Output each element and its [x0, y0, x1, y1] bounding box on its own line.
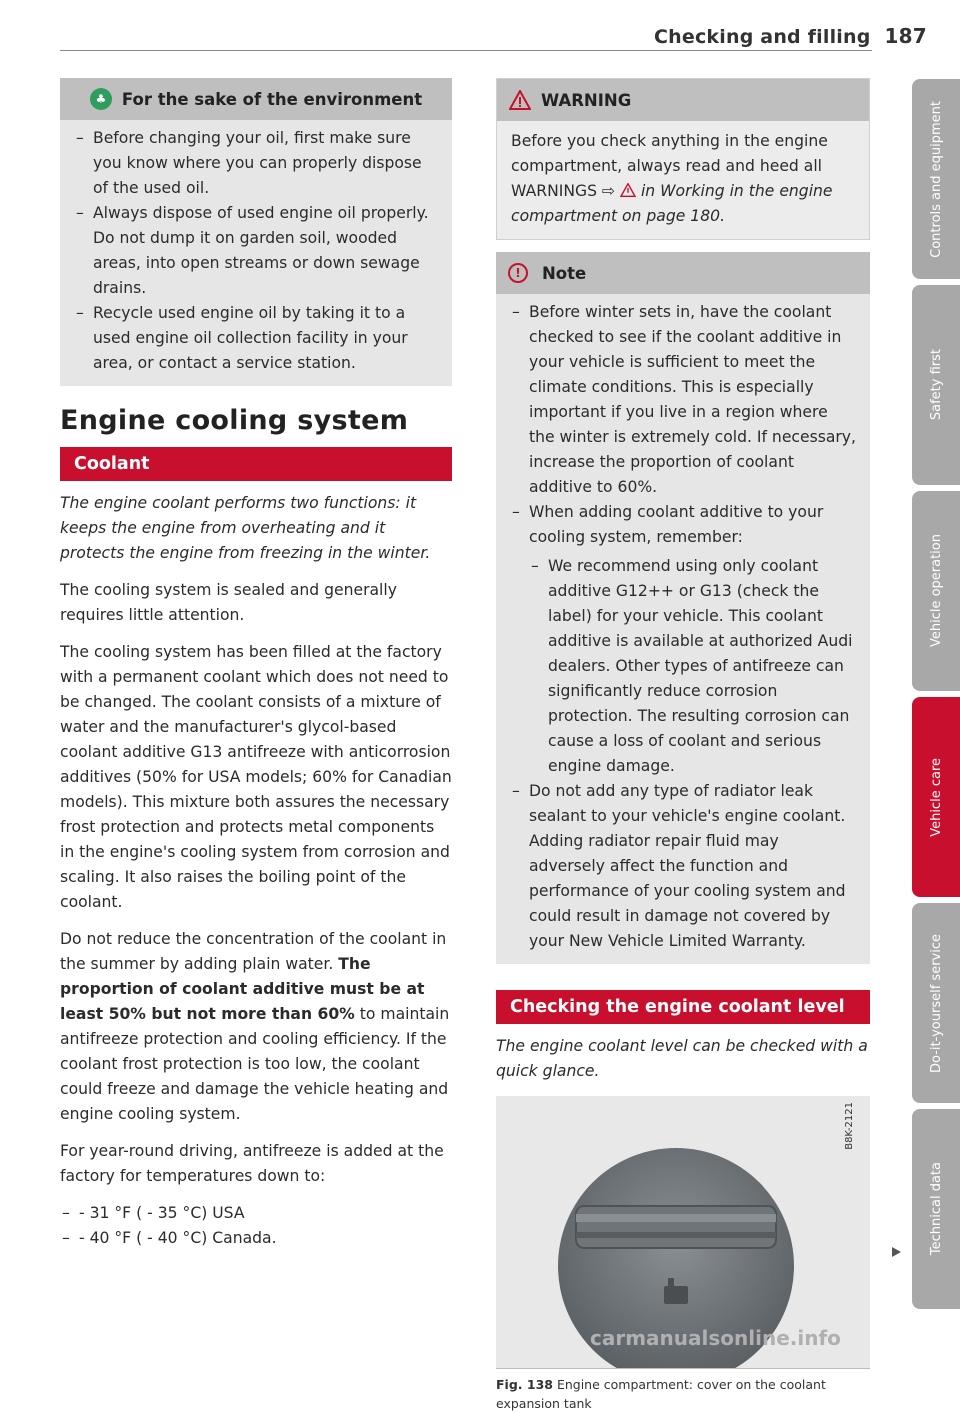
tab-technical-data[interactable] — [912, 1109, 960, 1309]
list-item: – Do not add any type of radiator leak sealant to your vehicle's engine coolant. Adding radiator repair fluid may adversely affect the function and performance of your cooling system and could result in damage not covered by your New Vehicle Limited Warranty. — [510, 779, 856, 954]
check-level-intro: The engine coolant level can be checked with a quick glance. — [496, 1037, 868, 1080]
text-span: to maintain antifreeze protection and cooling efficiency. If the coolant frost protection is too low, the coolant could freeze and damage the vehicle heating and engine cooling system. — [60, 1005, 450, 1123]
note-heading — [496, 252, 870, 294]
note-icon: ! — [508, 263, 528, 283]
tab-controls-and-equipment[interactable] — [912, 79, 960, 279]
warning-icon — [509, 90, 531, 110]
warning-text: Before you check anything in the engine compartment, always read and heed all WARNINGS ⇨ — [511, 132, 828, 200]
tab-label: Do-it-yourself service — [928, 933, 944, 1073]
tab-vehicle-operation[interactable] — [912, 491, 960, 691]
tab-label: Technical data — [928, 1162, 944, 1256]
text-span: When adding coolant additive to your cooling system, remember: — [529, 503, 824, 546]
tab-label: Controls and equipment — [928, 100, 944, 258]
warning-link-text[interactable]: in Working in the engine compartment on page 180. — [511, 182, 833, 225]
tab-vehicle-care[interactable] — [912, 697, 960, 897]
right-column — [496, 78, 870, 1413]
environment-list — [74, 126, 438, 376]
bold-text: The proportion of coolant additive must be at least 50% but not more than 60% — [60, 955, 425, 1023]
note-list — [510, 300, 856, 954]
list-item: – Before winter sets in, have the coolant checked to see if the coolant additive in your vehicle is sufficient to meet the climate conditions. This is especially important if you live in a region where the winter is extremely cold. If necessary, increase the proportion of coolant additive to 60%. — [510, 300, 856, 500]
chapter-tabs — [912, 79, 960, 1315]
left-column — [60, 78, 452, 1251]
paragraph: For year-round driving, antifreeze is added at the factory for temperatures down to: — [60, 1142, 444, 1185]
environment-box-heading — [60, 78, 452, 120]
warning-icon — [620, 183, 636, 197]
note-heading-text: Note — [542, 263, 587, 283]
warning-heading — [497, 79, 869, 121]
warning-box — [496, 78, 870, 240]
figure-code: B8K-2121 — [844, 1102, 855, 1150]
environment-icon: ♣ — [90, 88, 112, 110]
warning-heading-text: WARNING — [541, 90, 632, 110]
coolant-intro: The engine coolant performs two functions: it keeps the engine from overheating and it protects the engine from freezing in the winter. — [60, 494, 431, 562]
list-item: – Recycle used engine oil by taking it to a used engine oil collection facility in your area, or contact a service station. — [74, 301, 438, 376]
section-title: Engine cooling system — [60, 405, 409, 436]
tab-safety-first[interactable] — [912, 285, 960, 485]
paragraph: The cooling system is sealed and generally requires little attention. — [60, 581, 397, 624]
text-span: Do not reduce the concentration of the coolant in the summer by adding plain water. — [60, 930, 447, 973]
list-item: – We recommend using only coolant additive G12++ or G13 (check the label) for your vehicle. This coolant additive is available at authorized Audi dealers. Other types of antifreeze can significantly reduce corrosion protection. The resulting corrosion can cause a loss of coolant and serious engine damage. — [529, 554, 856, 779]
caption-label: Fig. 138 — [496, 1377, 553, 1392]
list-item — [510, 500, 856, 779]
tab-do-it-yourself-service[interactable] — [912, 903, 960, 1103]
page-number: 187 — [884, 24, 927, 48]
tab-label: Vehicle care — [928, 757, 944, 837]
tab-label: Safety first — [928, 349, 944, 421]
watermark: carmanualsonline.info — [590, 1326, 841, 1350]
paragraph — [60, 927, 452, 1127]
paragraph: The cooling system has been filled at the factory with a permanent coolant which does not need to be changed. The coolant consists of a mixture of water and the manufacturer's glycol-based coolant additive G13 antifreeze with anticorrosion additives (50% for USA models; 60% for Canadian models). This mixture both assures the necessary frost protection and protects metal components in the engine's cooling system from corrosion and scaling. It also raises the boiling point of the coolant. — [60, 643, 452, 911]
continue-arrow-icon — [892, 1247, 901, 1257]
list-item: – Before changing your oil, first make sure you know where you can properly dispose of the used oil. — [74, 126, 438, 201]
note-sublist — [529, 554, 856, 779]
figure-caption — [496, 1375, 870, 1413]
note-box — [496, 252, 870, 964]
environment-box — [60, 78, 452, 386]
list-item: – Always dispose of used engine oil properly. Do not dump it on garden soil, wooded areas, into open streams or down sewage drains. — [74, 201, 438, 301]
caption-text: Engine compartment: cover on the coolant expansion tank — [496, 1377, 826, 1411]
list-item: – - 40 °F ( - 40 °C) Canada. — [60, 1226, 452, 1251]
coolant-heading: Coolant — [60, 447, 452, 481]
environment-heading-text: For the sake of the environment — [121, 89, 423, 109]
header-rule — [60, 50, 872, 51]
list-item: – - 31 °F ( - 35 °C) USA — [60, 1201, 452, 1226]
temperature-list — [60, 1201, 452, 1251]
header-title: Checking and filling — [654, 26, 871, 48]
running-header — [654, 24, 927, 48]
tab-label: Vehicle operation — [928, 534, 944, 648]
check-level-heading: Checking the engine coolant level — [496, 990, 870, 1024]
